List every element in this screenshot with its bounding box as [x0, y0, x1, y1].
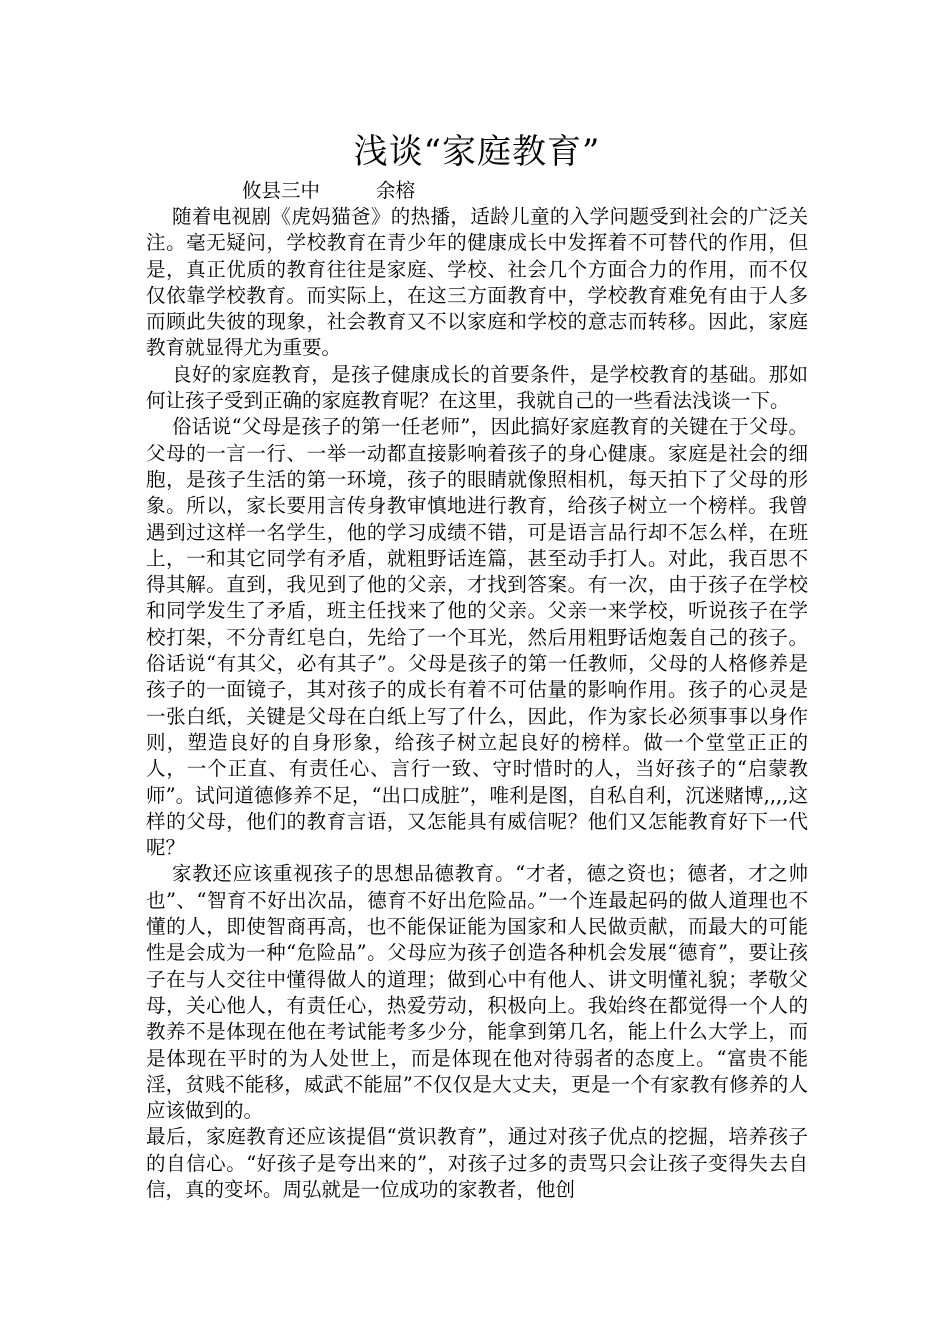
paragraph-5: 最后，家庭教育还应该提倡“赏识教育”，通过对孩子优点的挖掘，培养孩子的自信心。“好孩子是夸出来的”，对孩子过多的责骂只会让孩子变得失去自信，真的变坏。周弘就是一位成功的家教者，他创 — [146, 1125, 808, 1201]
paragraph-4: 家教还应该重视孩子的思想品德教育。“才者，德之资也；德者，才之帅也”、“智育不好出次品，德育不好出危险品。”一个连最起码的做人道理也不懂的人，即使智商再高，也不能保证能为国家和人民做贡献，而最大的可能性是会成为一种“危险品”。父母应为孩子创造各种机会发展“德育”，要让孩子在与人交往中懂得做人的道理；做到心中有他人、讲文明懂礼貌；孝敬父母，关心他人，有责任心，热爱劳动，积极向上。我始终在都觉得一个人的教养不是体现在他在考试能考多少分，能拿到第几名，能上什么大学上，而是体现在平时的为人处世上，而是体现在他对待弱者的态度上。“富贵不能淫，贫贱不能移，威武不能屈”不仅仅是大丈夫，更是一个有家教有修养的人应该做到的。 — [146, 862, 808, 1123]
byline — [146, 178, 808, 204]
document-page — [146, 126, 808, 1203]
paragraph-2: 良好的家庭教育，是孩子健康成长的首要条件，是学校教育的基础。那如何让孩子受到正确的家庭教育呢？在这里，我就自己的一些看法浅谈一下。 — [146, 362, 808, 413]
paragraph-3: 俗话说“父母是孩子的第一任老师”，因此搞好家庭教育的关键在于父母。父母的一言一行、一举一动都直接影响着孩子的身心健康。家庭是社会的细胞，是孩子生活的第一环境，孩子的眼睛就像照相机，每天拍下了父母的形象。所以，家长要用言传身教审慎地进行教育，给孩子树立一个榜样。我曾遇到过这样一名学生，他的学习成绩不错，可是语言品行却不怎么样，在班上，一和其它同学有矛盾，就粗野话连篇，甚至动手打人。对此，我百思不得其解。直到，我见到了他的父亲，才找到答案。有一次，由于孩子在学校和同学发生了矛盾，班主任找来了他的父亲。父亲一来学校，听说孩子在学校打架，不分青红皂白，先给了一个耳光，然后用粗野话炮轰自己的孩子。俗话说“有其父，必有其子”。父母是孩子的第一任教师，父母的人格修养是孩子的一面镜子，其对孩子的成长有着不可估量的影响作用。孩子的心灵是一张白纸，关键是父母在白纸上写了什么，因此，作为家长必须事事以身作则，塑造良好的自身形象，给孩子树立起良好的榜样。做一个堂堂正正的人，一个正直、有责任心、言行一致、守时惜时的人，当好孩子的“启蒙教师”。试问道德修养不足，“出口成脏”，唯利是图，自私自利，沉迷赌博,,,,这样的父母，他们的教育言语，又怎能具有威信呢？他们又怎能教育好下一代呢？ — [146, 415, 808, 860]
author-name: 余榕 — [376, 179, 416, 202]
document-title: 浅谈“家庭教育” — [353, 132, 601, 172]
school-name: 攸县三中 — [242, 179, 321, 202]
paragraph-1: 随着电视剧《虎妈猫爸》的热播，适龄儿童的入学问题受到社会的广泛关注。毫无疑问，学校教育在青少年的健康成长中发挥着不可替代的作用，但是，真正优质的教育往往是家庭、学校、社会几个方面合力的作用，而不仅仅依靠学校教育。而实际上，在这三方面教育中，学校教育难免有由于人多而顾此失彼的现象，社会教育又不以家庭和学校的意志而转移。因此，家庭教育就显得尤为重要。 — [146, 205, 808, 360]
